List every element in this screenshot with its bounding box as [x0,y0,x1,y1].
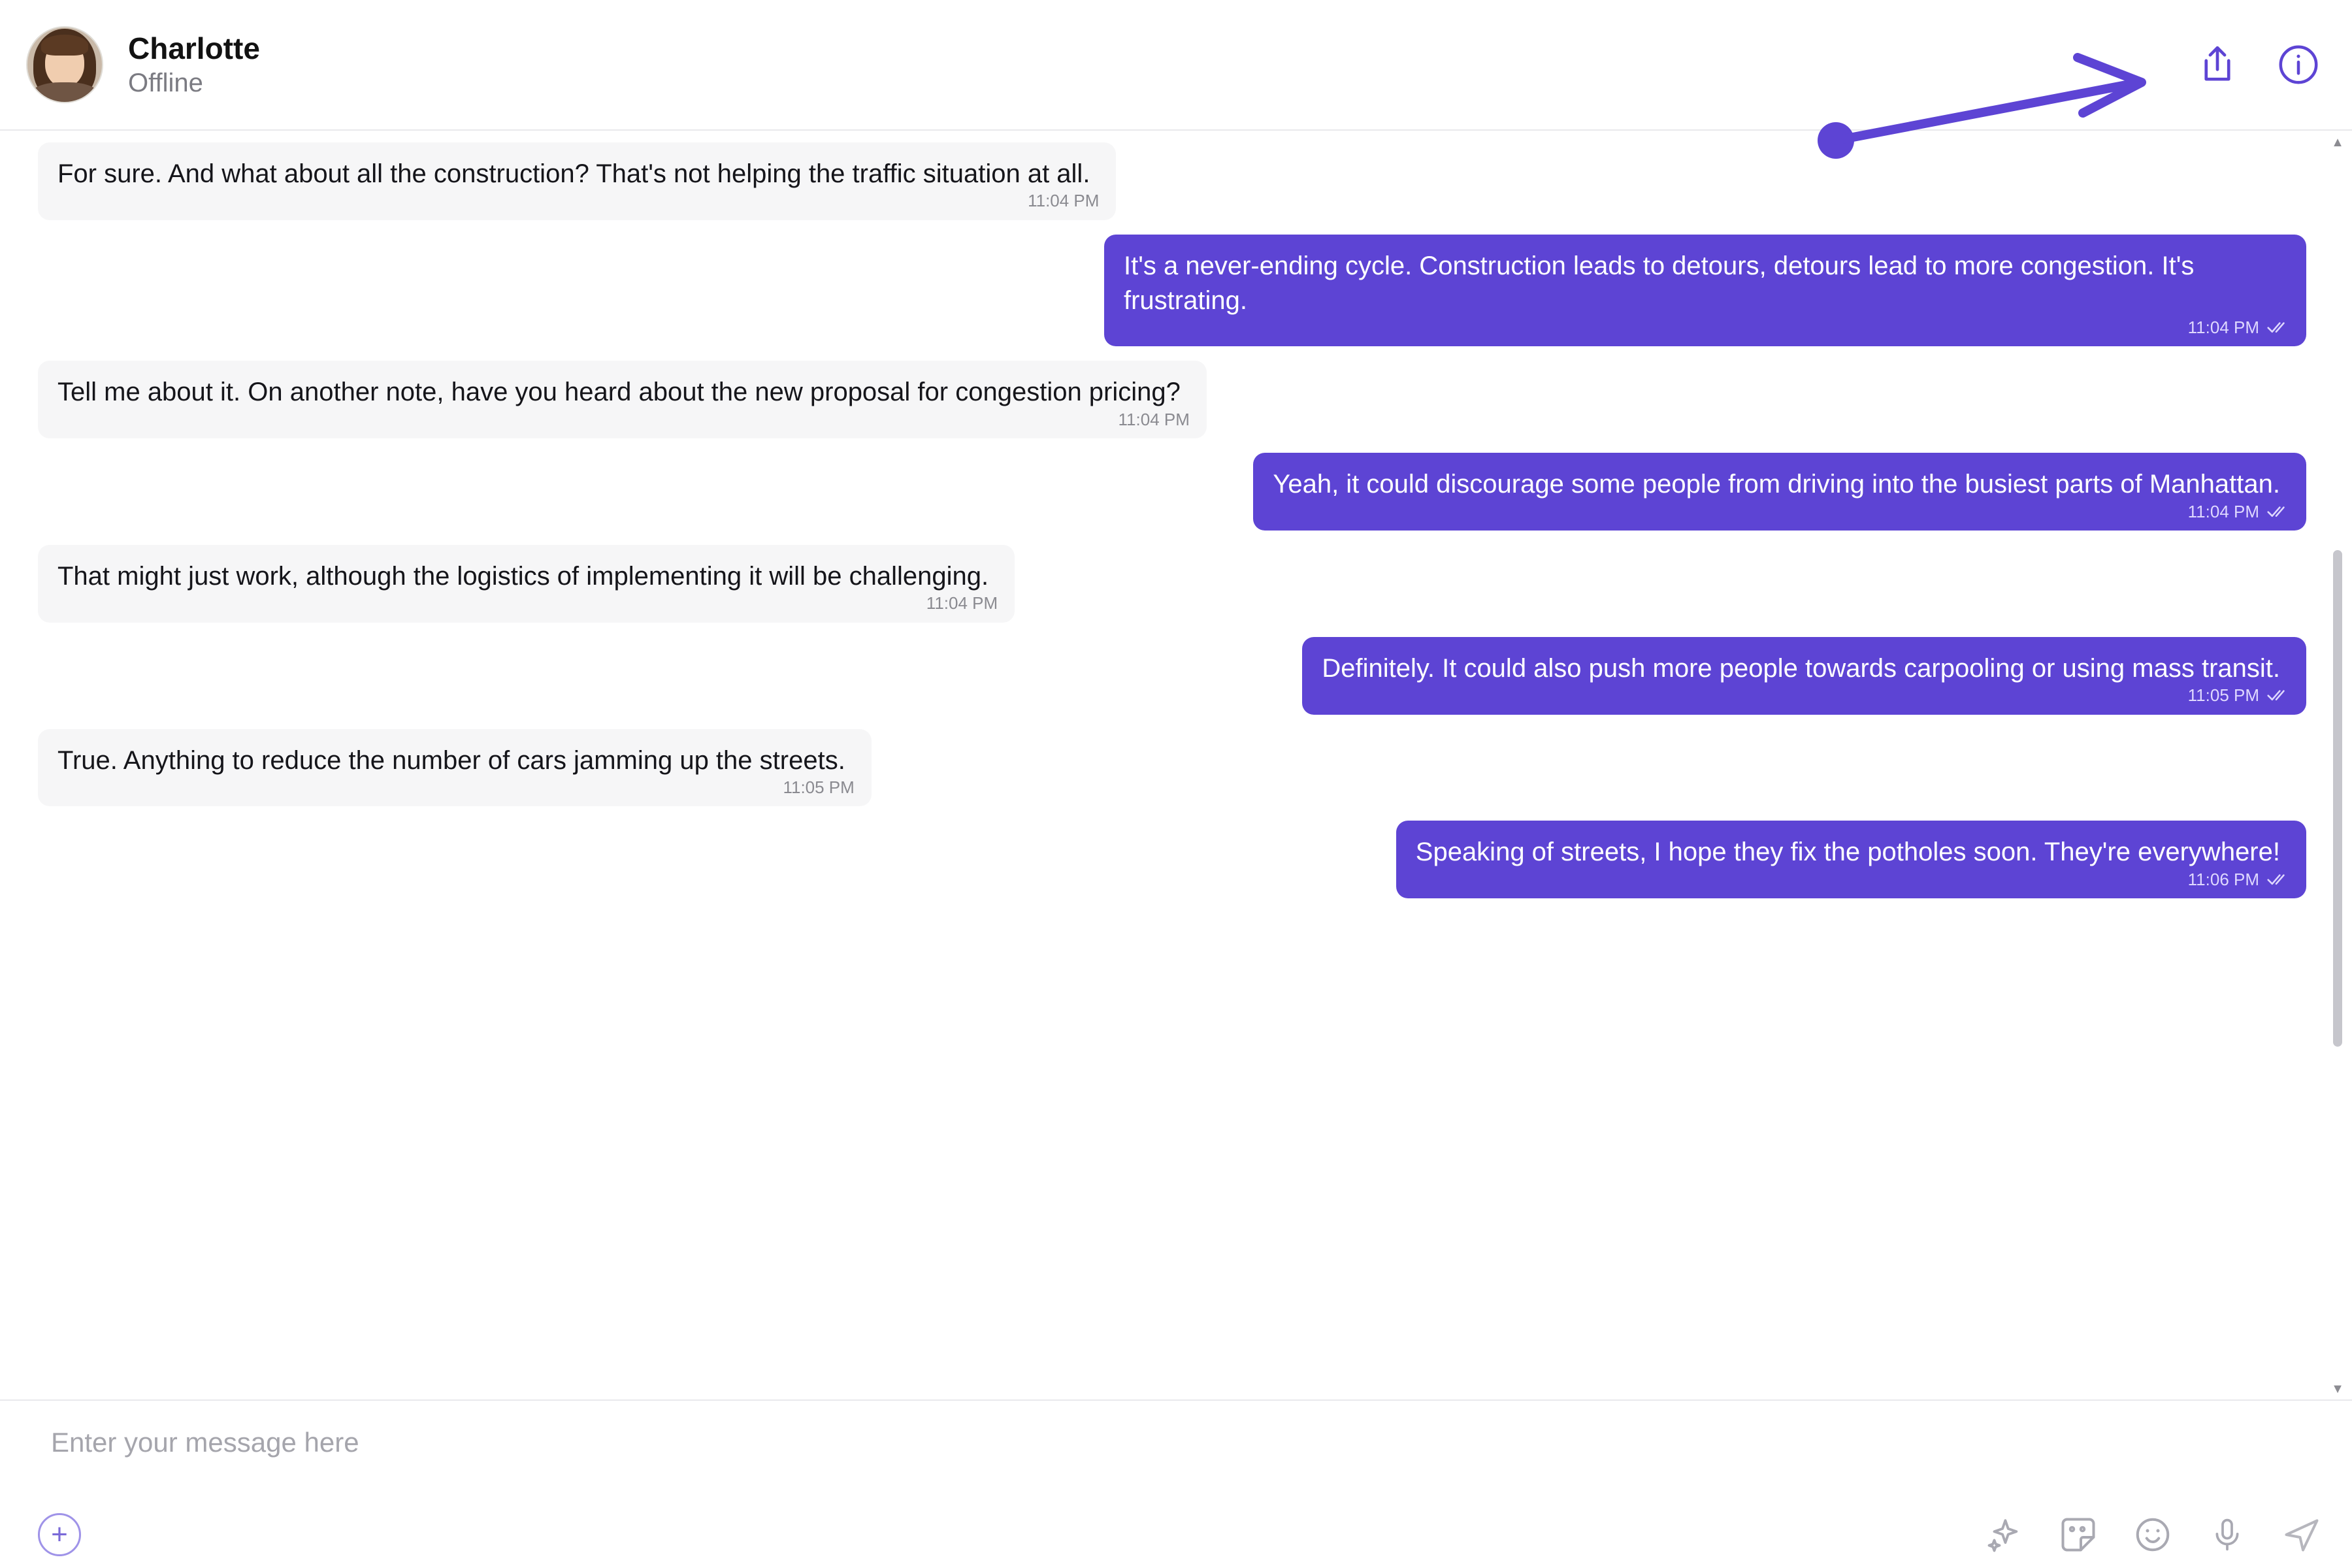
message-bubble-outgoing[interactable] [1396,821,2306,898]
message-text: Speaking of streets, I hope they fix the potholes soon. They're everywhere! [1415,838,2280,867]
message-meta [1028,189,1099,212]
message-bubble-outgoing[interactable] [1302,637,2306,715]
sticker-icon [2059,1515,2098,1554]
message-text: Yeah, it could discourage some people from driving into the busiest parts of Manhattan. [1273,470,2280,499]
message-text: For sure. And what about all the construction? That's not helping the traffic situation at all. [57,159,1090,188]
message-meta [2188,500,2289,523]
message-meta [2188,868,2289,890]
share-icon [2198,44,2237,86]
chat-header [0,0,2352,131]
header-actions [2194,41,2322,88]
emoji-icon [2133,1515,2172,1554]
message-row [38,821,2306,898]
message-time: 11:04 PM [1118,409,1190,429]
message-meta [1119,408,1190,431]
scrollbar-thumb[interactable] [2333,550,2342,1047]
sticker-button[interactable] [2057,1513,2100,1556]
scroll-up-icon[interactable]: ▲ [2331,135,2344,150]
message-bubble-incoming[interactable] [38,142,1116,220]
message-row [38,361,2306,438]
message-text: That might just work, although the logistics of implementing it will be challenging. [57,561,989,591]
message-text: Tell me about it. On another note, have you heard about the new proposal for congestion pricing? [57,378,1181,407]
avatar-fringe [41,35,89,56]
message-text: True. Anything to reduce the number of cars jamming up the streets. [57,745,845,775]
info-icon [2278,44,2319,86]
message-time: 11:04 PM [1028,191,1100,211]
microphone-button[interactable] [2206,1513,2249,1556]
send-icon [2281,1515,2323,1554]
message-meta [783,776,854,798]
message-bubble-outgoing[interactable] [1104,235,2306,347]
read-receipt-icon [2267,320,2289,335]
message-row [38,637,2306,715]
composer-toolbar [38,1513,2323,1556]
message-row [38,142,2306,220]
message-row [38,453,2306,531]
message-time: 11:04 PM [2187,501,2259,521]
message-time: 11:04 PM [926,593,998,613]
contact-status: Offline [128,69,203,98]
message-meta [2188,316,2289,338]
contact-info [128,31,260,99]
message-text: Definitely. It could also push more people towards carpooling or using mass transit. [1322,653,2280,683]
message-bubble-outgoing[interactable] [1253,453,2306,531]
message-time: 11:05 PM [783,777,855,798]
read-receipt-icon [2267,872,2289,887]
share-button[interactable] [2194,41,2241,88]
message-composer [0,1399,2352,1568]
message-time: 11:04 PM [2187,318,2259,338]
message-bubble-incoming[interactable] [38,729,872,807]
message-row [38,545,2306,623]
emoji-button[interactable] [2131,1513,2174,1556]
avatar-body [32,82,97,103]
sparkle-button[interactable] [1982,1513,2025,1556]
message-meta [926,592,998,614]
message-input[interactable] [38,1415,2323,1478]
sparkle-icon [1985,1516,2023,1554]
read-receipt-icon [2267,688,2289,702]
info-button[interactable] [2275,41,2322,88]
send-button[interactable] [2280,1513,2323,1556]
message-row [38,235,2306,347]
message-row [38,729,2306,807]
message-bubble-incoming[interactable] [38,545,1015,623]
scrollbar[interactable] [2330,132,2345,1399]
message-meta [2188,684,2289,706]
attach-button[interactable]: + [38,1513,81,1556]
message-time: 11:06 PM [2187,869,2259,889]
message-list[interactable] [0,131,2352,1399]
scroll-down-icon[interactable]: ▼ [2331,1381,2344,1396]
read-receipt-icon [2267,504,2289,519]
message-bubble-incoming[interactable] [38,361,1207,438]
avatar[interactable] [26,26,103,103]
contact-name: Charlotte [128,31,260,65]
composer-tools [1982,1513,2323,1556]
message-text: It's a never-ending cycle. Construction leads to detours, detours lead to more congestion. It's frustrating. [1124,251,2195,315]
microphone-icon [2209,1516,2246,1554]
message-time: 11:05 PM [2187,685,2259,706]
